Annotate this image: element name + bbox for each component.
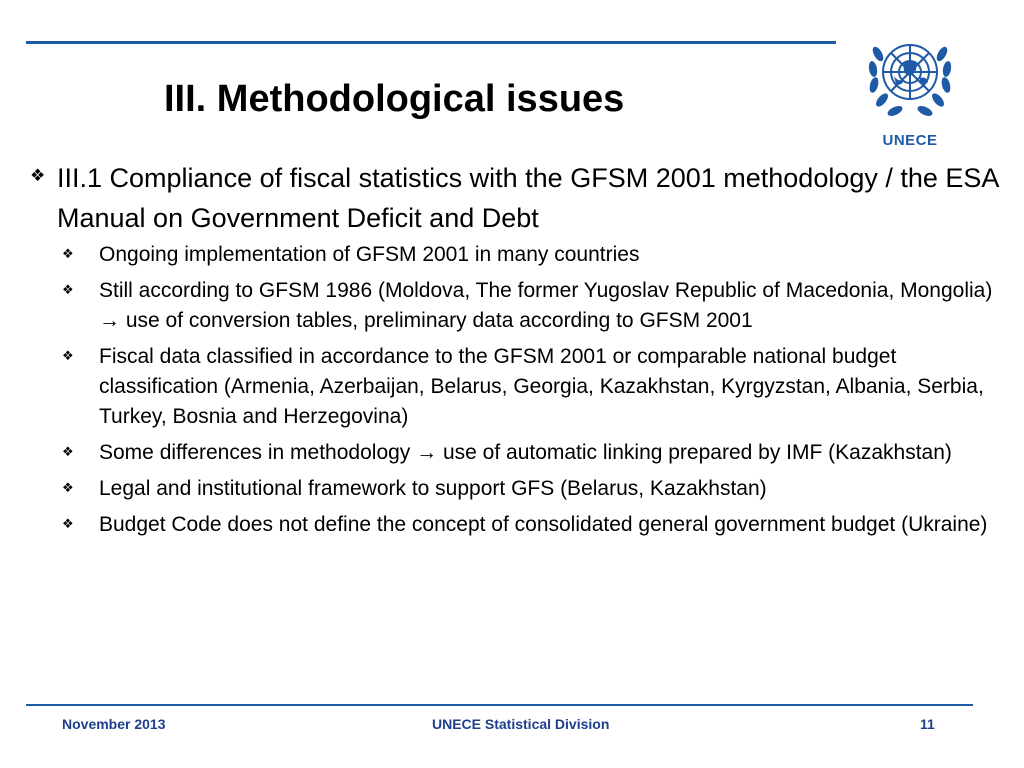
- sub-bullet-list: [30, 240, 1005, 540]
- sub-bullet-text: Some differences in methodology → use of automatic linking prepared by IMF (Kazakhstan): [99, 441, 952, 464]
- diamond-bullet-icon: ❖: [62, 348, 74, 363]
- logo-text: UNECE: [882, 132, 938, 149]
- footer-organization: UNECE Statistical Division: [432, 716, 610, 732]
- footer-page-number: 11: [920, 716, 935, 732]
- top-divider: [26, 41, 836, 44]
- slide-title: III. Methodological issues: [164, 78, 625, 120]
- main-bullet-text: III.1 Compliance of fiscal statistics with the GFSM 2001 methodology / the ESA Manual on Government Deficit and Debt: [57, 163, 998, 233]
- main-bullet-item: [30, 158, 1005, 238]
- sub-bullet-text: Legal and institutional framework to support GFS (Belarus, Kazakhstan): [99, 477, 767, 500]
- diamond-bullet-icon: ❖: [62, 444, 74, 459]
- unece-logo: [864, 24, 956, 154]
- sub-bullet-text: Budget Code does not define the concept of consolidated general government budget (Ukraine): [99, 513, 988, 536]
- diamond-bullet-icon: ❖: [62, 480, 74, 495]
- slide-content: [30, 158, 1005, 546]
- sub-bullet-text: Still according to GFSM 1986 (Moldova, The former Yugoslav Republic of Macedonia, Mongolia) → use of conversion tables, preliminary data according to GFSM 2001: [99, 279, 993, 332]
- sub-bullet-text: Fiscal data classified in accordance to the GFSM 2001 or comparable national budget classification (Armenia, Azerbaijan, Belarus, Georgia, Kazakhstan, Kyrgyzstan, Albania, Serbia, Turkey, Bosnia and Herzegovina): [99, 345, 984, 428]
- sub-bullet-item: [30, 240, 1005, 270]
- sub-bullet-item: [30, 276, 1005, 336]
- un-emblem-icon: [864, 24, 956, 130]
- sub-bullet-item: [30, 474, 1005, 504]
- sub-bullet-item: [30, 510, 1005, 540]
- diamond-bullet-icon: ❖: [30, 166, 46, 185]
- footer-date: November 2013: [62, 716, 166, 732]
- sub-bullet-item: [30, 342, 1005, 432]
- diamond-bullet-icon: ❖: [62, 516, 74, 531]
- diamond-bullet-icon: ❖: [62, 282, 74, 297]
- diamond-bullet-icon: ❖: [62, 246, 74, 261]
- bottom-divider: [26, 704, 973, 706]
- sub-bullet-item: [30, 438, 1005, 468]
- sub-bullet-text: Ongoing implementation of GFSM 2001 in many countries: [99, 243, 640, 266]
